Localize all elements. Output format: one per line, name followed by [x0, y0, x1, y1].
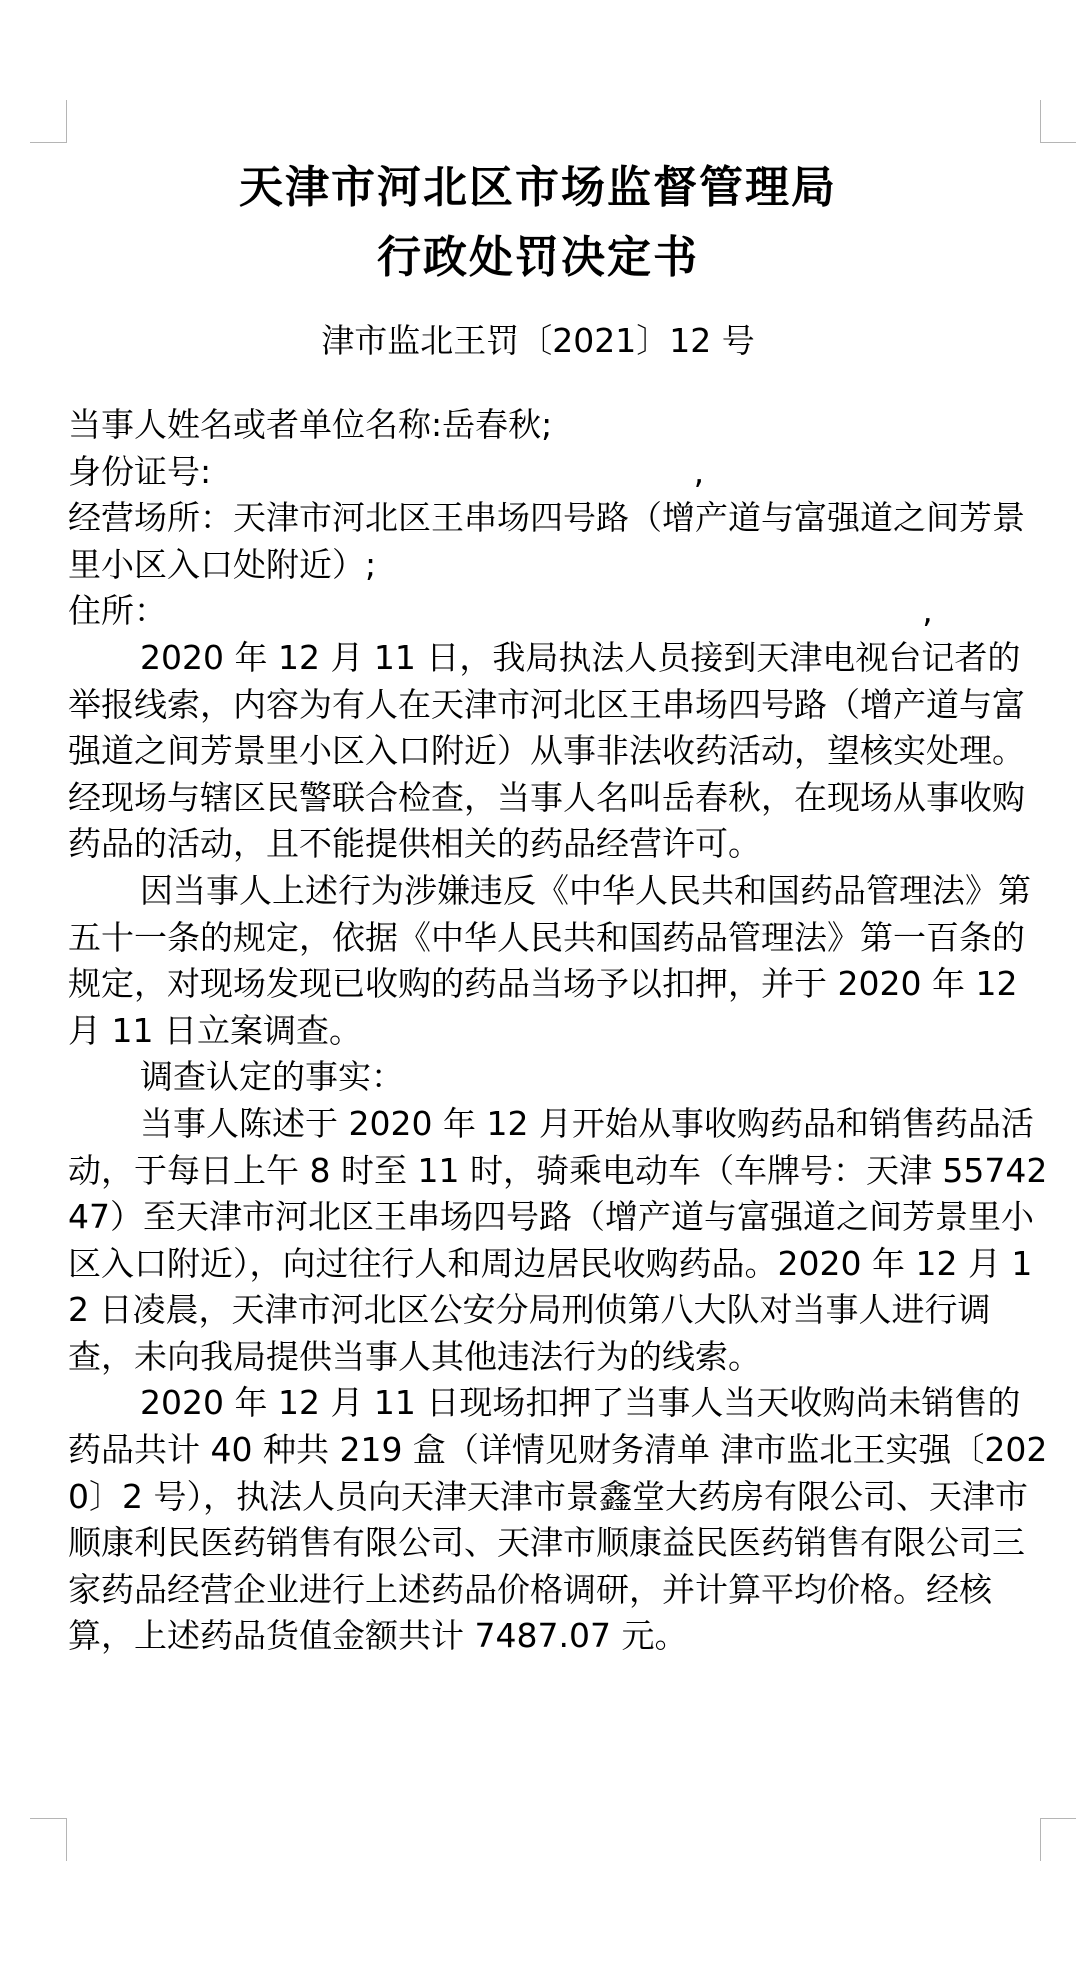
paragraph-statement: 当事人陈述于 2020 年 12 月开始从事收购药品和销售药品活动，于每日上午 8 时至 11 时，骑乘电动车（车牌号：天津 5574247）至天津市河北区王串场四号路（增产道与富强道之间芳景里小区入口附近），向过往行人和周边居民收购药品。2020 年 12 月 12 日凌晨，天津市河北区公安分局刑侦第八大队对当事人进行调查，未向我局提供当事人其他违法行为的线索。: [68, 1103, 1048, 1376]
document-title-agency: 天津市河北区市场监督管理局: [239, 162, 837, 213]
crop-mark-top-left: [30, 100, 67, 143]
document-body: [68, 402, 1053, 1660]
id-number-line: 身份证号: ,: [68, 451, 705, 491]
party-name-line: 当事人姓名或者单位名称:岳春秋;: [68, 405, 553, 444]
crop-mark-top-right: [1040, 100, 1076, 143]
paragraph-facts-heading: 调查认定的事实：: [140, 1057, 404, 1097]
crop-mark-bottom-right: [1040, 1818, 1076, 1861]
paragraph-legal-basis: 因当事人上述行为涉嫌违反《中华人民共和国药品管理法》第五十一条的规定，依据《中华人民共和国药品管理法》第一百条的规定，对现场发现已收购的药品当场予以扣押，并于 2020 年 12 月 11 日立案调查。: [68, 870, 1031, 1050]
document-title-type: 行政处罚决定书: [377, 232, 699, 283]
business-place-line: 经营场所：天津市河北区王串场四号路（增产道与富强道之间芳景里小区入口处附近）;: [68, 498, 1025, 584]
document-number: 津市监北王罚〔2021〕12 号: [321, 321, 755, 360]
paragraph-complaint: 2020 年 12 月 11 日，我局执法人员接到天津电视台记者的举报线索，内容为有人在天津市河北区王串场四号路（增产道与富强道之间芳景里小区入口附近）从事非法收药活动，望核实处理。经现场与辖区民警联合检查，当事人名叫岳春秋，在现场从事收购药品的活动，且不能提供相关的药品经营许可。: [68, 637, 1025, 864]
residence-line: 住所： ,: [68, 591, 933, 631]
paragraph-seizure: 2020 年 12 月 11 日现场扣押了当事人当天收购尚未销售的药品共计 40 种共 219 盒（详情见财务清单 津市监北王实强〔2020〕2 号），执法人员向天津天津市景鑫堂大药房有限公司、天津市顺康利民医药销售有限公司、天津市顺康益民医药销售有限公司三家药品经营企业进行上述药品价格调研，并计算平均价格。经核算，上述药品货值金额共计 7487.07 元。: [68, 1383, 1048, 1656]
crop-mark-bottom-left: [30, 1818, 67, 1861]
